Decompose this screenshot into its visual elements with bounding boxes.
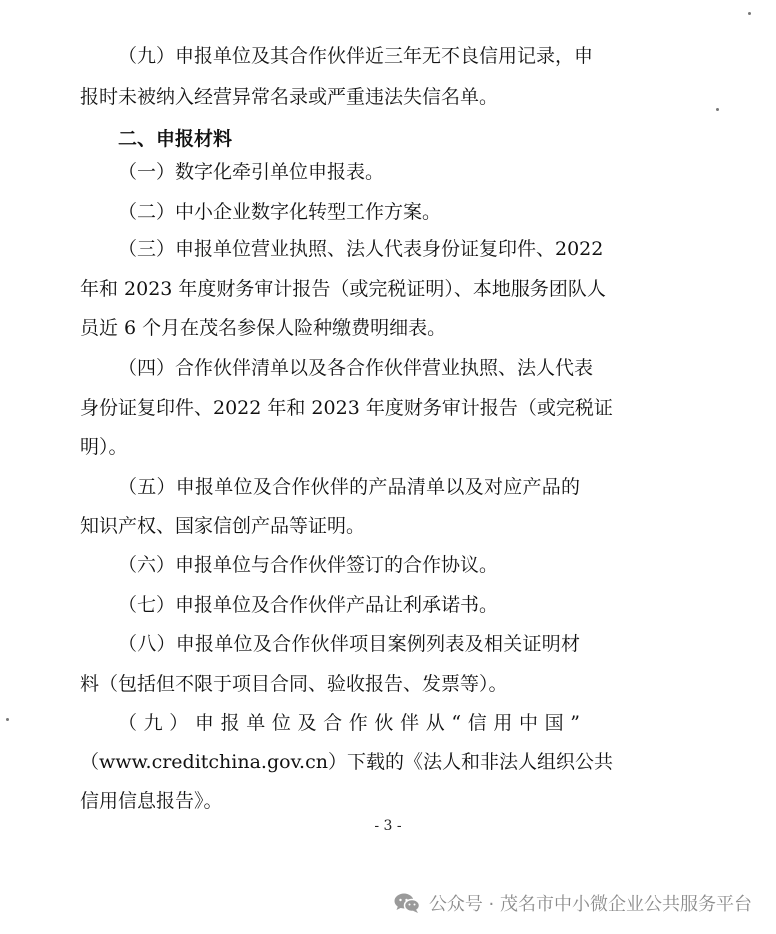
paragraph-line: （三）申报单位营业执照、法人代表身份证复印件、2022 [118, 238, 604, 260]
page-number: - 3 - [374, 818, 402, 834]
paragraph-line: （九）申报单位及合作伙伴从“信用中国” [118, 712, 580, 734]
paragraph-line: 信用信息报告》。 [80, 790, 223, 812]
scan-speck [716, 108, 719, 111]
paragraph-line: （七）申报单位及合作伙伴产品让利承诺书。 [118, 594, 499, 616]
watermark-label: 公众号 · 茂名市中小微企业公共服务平台 [428, 894, 752, 915]
paragraph-line: （一）数字化牵引单位申报表。 [118, 161, 385, 183]
paragraph-line: 明）。 [80, 436, 128, 458]
paragraph-line: （二）中小企业数字化转型工作方案。 [118, 201, 442, 223]
paragraph-line: （五）申报单位及合作伙伴的产品清单以及对应产品的 [118, 476, 580, 498]
paragraph-line: （六）申报单位与合作伙伴签订的合作协议。 [118, 554, 499, 576]
paragraph-line: 报时未被纳入经营异常名录或严重违法失信名单。 [80, 86, 499, 108]
paragraph-line: 知识产权、国家信创产品等证明。 [80, 515, 366, 537]
scan-speck [6, 718, 9, 721]
paragraph-line: （www.creditchina.gov.cn）下载的《法人和非法人组织公共 [80, 751, 613, 773]
paragraph-line: （四）合作伙伴清单以及各合作伙伴营业执照、法人代表 [118, 357, 594, 379]
paragraph-line: （九）申报单位及其合作伙伴近三年无不良信用记录，申 [118, 45, 594, 67]
paragraph-line: 身份证复印件、2022 年和 2023 年度财务审计报告（或完税证 [80, 397, 613, 419]
wechat-icon [393, 892, 421, 914]
paragraph-line: 料（包括但不限于项目合同、验收报告、发票等）。 [80, 673, 508, 695]
paragraph-line: （八）申报单位及合作伙伴项目案例列表及相关证明材 [118, 633, 580, 655]
section-heading: 二、申报材料 [118, 128, 233, 150]
account-watermark [393, 890, 752, 916]
paragraph-line: 年和 2023 年度财务审计报告（或完税证明）、本地服务团队人 [80, 278, 606, 300]
scan-speck [748, 12, 751, 15]
paragraph-line: 员近 6 个月在茂名参保人险种缴费明细表。 [80, 317, 447, 339]
